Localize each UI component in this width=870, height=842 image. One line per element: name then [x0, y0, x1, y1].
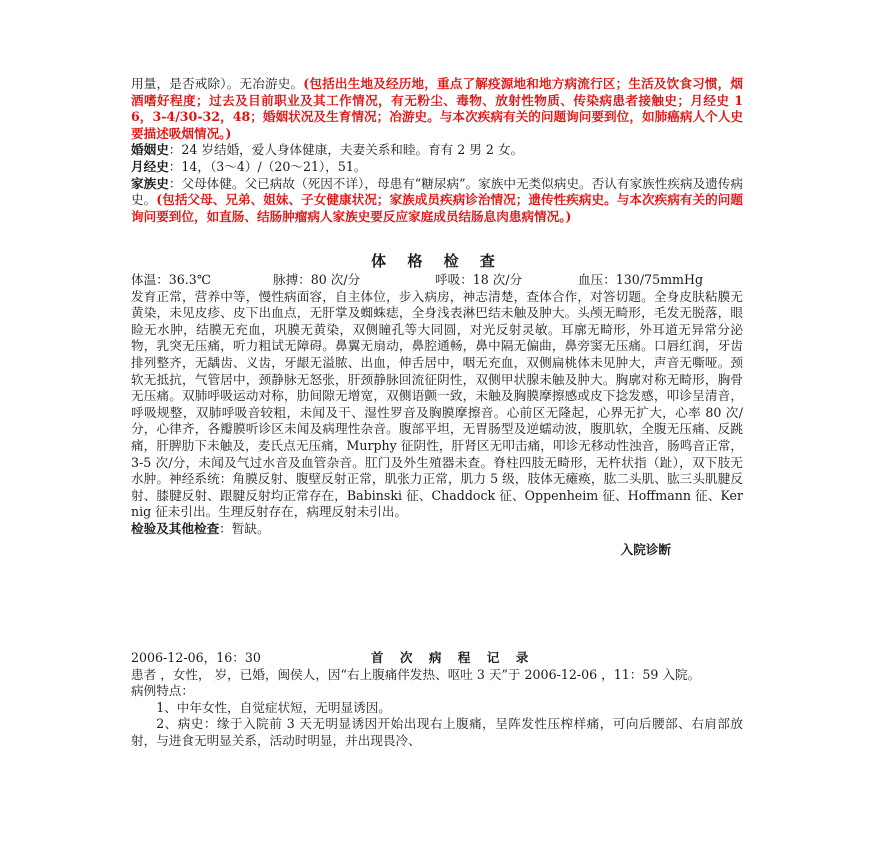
temperature: 体温：36.3℃ — [131, 272, 211, 287]
physical-exam-section — [131, 272, 743, 558]
respiration: 呼吸：18 次/分 — [435, 272, 523, 287]
menses-text: ：14，（3～4）/（20～21），51。 — [168, 158, 367, 174]
menses-label: 月经史 — [131, 158, 169, 174]
family-text: ：父母体健。父已病故（死因不详），母患有“糖尿病”。家族中无类似病史。否认有家族性疾病及遗传病史。 — [131, 175, 744, 208]
family-guideline: (包括父母、兄弟、姐妹、子女健康状况；家族成员疾病诊治情况；遗传性疾病史。与本次疾病有关的问题询问要到位，如直肠、结肠肿瘤病人家族史要反应家庭成员结肠息肉患病情况。) — [131, 192, 744, 224]
menstrual-history — [131, 159, 743, 176]
family-history — [131, 176, 743, 226]
feature-item-2: 2、病史：缘于入院前 3 天无明显诱因开始出现右上腹痛，呈阵发性压榨样痛，可向后腰部、右肩部放射，与进食无明显关系，活动时明显，并出现畏冷、 — [131, 716, 743, 748]
marriage-history — [131, 142, 743, 159]
admission-diagnosis-heading: 入院诊断 — [620, 541, 671, 557]
lab-label: 检验及其他检查 — [131, 520, 220, 536]
record-datetime: 2006-12-06，16：30 — [131, 650, 261, 665]
blood-pressure: 血压：130/75mmHg — [578, 272, 704, 287]
pulse: 脉搏：80 次/分 — [273, 272, 361, 287]
record-intro: 患者 ，女性， 岁，已婚，闽侯人，因“右上腹痛伴发热、呕吐 3 天”于 2006-12-06 ，11：59 入院。 — [131, 666, 701, 682]
feature-item-1: 1、中年女性，自觉症状短，无明显诱因。 — [156, 699, 391, 715]
lab-text: ：暂缺。 — [219, 520, 270, 536]
marriage-text: ：24 岁结婚，爱人身体健康，夫妻关系和睦。育有 2 男 2 女。 — [168, 142, 524, 158]
personal-history-section — [131, 76, 743, 225]
family-label: 家族史 — [131, 175, 169, 191]
personal-history-guideline: (包括出生地及经历地，重点了解疫源地和地方病流行区；生活及饮食习惯，烟酒嗜好程度；过去及目前职业及其工作情况，有无粉尘、毒物、放射性物质、传染病患者接触史；月经史 16，3-4/30-32，48；婚姻状况及生育情况；冶游史。与本次疾病有关的问题询问要到位，如肺癌病人个人史要描述吸烟情况。) — [131, 76, 743, 141]
personal-history-paragraph — [131, 76, 743, 142]
record-header — [131, 650, 743, 667]
vitals-row — [131, 272, 743, 289]
record-title: 首 次 病 程 记 录 — [370, 650, 535, 665]
exam-title: 体 格 检 查 — [371, 252, 503, 270]
lab-exam — [131, 521, 743, 538]
exam-body: 发育正常，营养中等，慢性病面容，自主体位，步入病房，神志清楚，查体合作，对答切题。全身皮肤粘膜无黄染，未见皮疹、皮下出血点，无肝掌及蜘蛛痣，全身浅表淋巴结未触及肿大。头颅无畸形，毛发无脱落，眼睑无水肿，结膜无充血，巩膜无黄染，双侧瞳孔等大同圆，对光反射灵敏。耳廓无畸形，外耳道无异常分泌物，乳突无压痛，听力粗试无障碍。鼻翼无扇动，鼻腔通畅，鼻中隔无偏曲，鼻旁窦无压痛。口唇红润，牙齿排列整齐，无龋齿、义齿，牙龈无溢脓、出血，伸舌居中，咽无充血，双侧扁桃体未见肿大，声音无嘶哑。颈软无抵抗，气管居中，颈静脉无怒张，肝颈静脉回流征阴性，双侧甲状腺未触及肿大。胸廓对称无畸形，胸骨无压痛。双肺呼吸运动对称，肋间隙无增宽，双侧语颤一致，未触及胸膜摩擦感或皮下捻发感，叩诊呈清音，呼吸规整，双肺呼吸音较粗，未闻及干、湿性罗音及胸膜摩擦音。心前区无隆起，心界无扩大，心率 80 次/分，心律齐，各瓣膜听诊区未闻及病理性杂音。腹部平坦，无胃肠型及逆蠕动波，腹肌软，全腹无压痛、反跳痛，肝脾肋下未触及，麦氏点无压痛，Murphy 征阴性，肝肾区无叩击痛，叩诊无移动性浊音，肠鸣音正常，3-5 次/分，未闻及气过水音及血管杂音。肛门及外生殖器未查。脊柱四肢无畸形，无杵状指（趾），双下肢无水肿。神经系统：角膜反射、腹壁反射正常，肌张力正常，肌力 5 级，肢体无瘫痪，肱二头肌、肱三头肌腱反射、膝腱反射、跟腱反射均正常存在，Babinski 征、Chaddock 征、Oppenheim 征、Hoffmann 征、Kernig 征未引出。生理反射存在，病理反射未引出。 — [131, 288, 743, 520]
marriage-label: 婚姻史 — [131, 142, 169, 158]
features-label: 病例特点： — [131, 683, 194, 699]
first-course-record — [131, 650, 743, 750]
personal-history-text: 用量，是否戒除）。无冶游史。 — [131, 76, 304, 91]
